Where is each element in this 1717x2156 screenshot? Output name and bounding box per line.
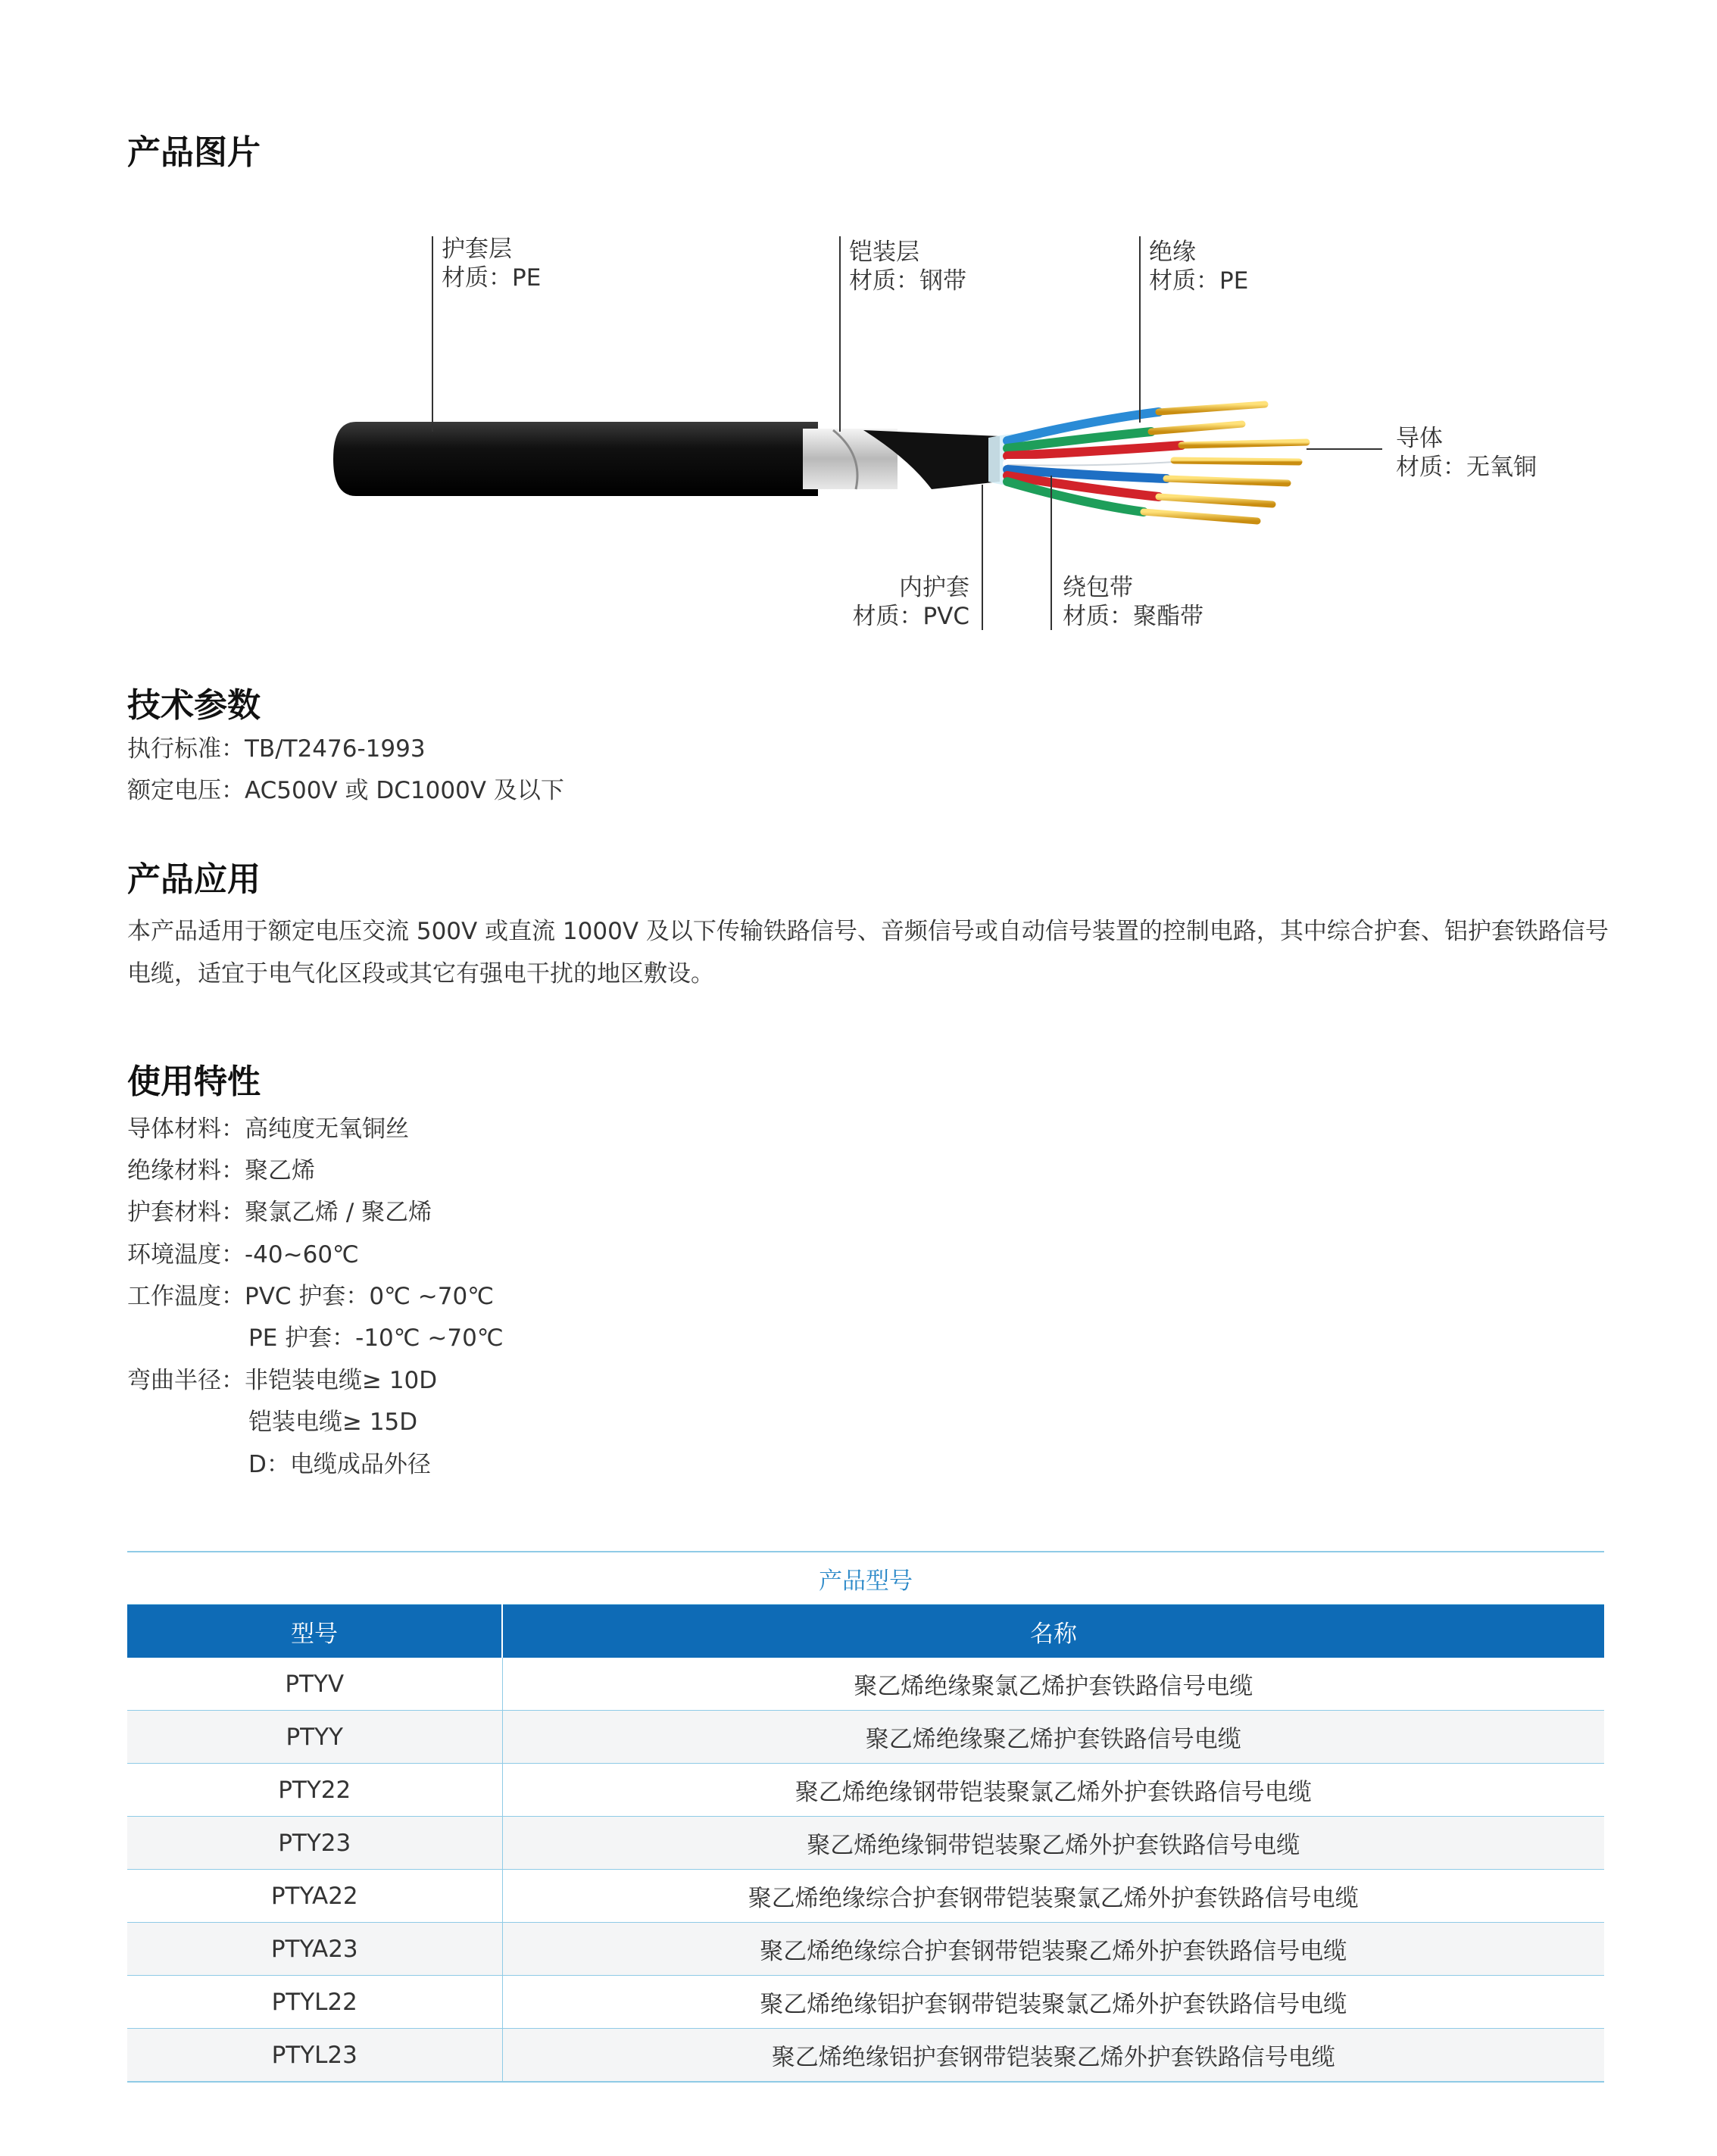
callout-inner-sheath-material: 材质：PVC — [852, 603, 969, 630]
usage-sheath: 护套材料：聚氯乙烯 / 聚乙烯 — [127, 1199, 432, 1226]
callout-jacket-material: 材质：PE — [442, 264, 542, 292]
section-title-usage: 使用特性 — [127, 1062, 261, 1101]
insulated-cores — [1007, 412, 1182, 512]
callout-armor-name: 铠装层 — [849, 239, 919, 266]
table-row — [127, 1870, 1604, 1923]
section-title-application: 产品应用 — [127, 860, 261, 899]
cell-name: 聚乙烯绝缘铝护套钢带铠装聚氯乙烯外护套铁路信号电缆 — [502, 1976, 1604, 2029]
header-model: 型号 — [127, 1605, 502, 1658]
cell-name: 聚乙烯绝缘综合护套钢带铠装聚乙烯外护套铁路信号电缆 — [502, 1923, 1604, 1976]
cell-model: PTYV — [127, 1658, 502, 1711]
callout-insulation-name: 绝缘 — [1149, 239, 1196, 266]
cell-name: 聚乙烯绝缘铜带铠装聚乙烯外护套铁路信号电缆 — [502, 1817, 1604, 1870]
usage-bend-3: D：电缆成品外径 — [248, 1451, 431, 1478]
application-text: 本产品适用于额定电压交流 500V 或直流 1000V 及以下传输铁路信号、音频信号或自动信号装置的控制电路，其中综合护套、铝护套铁路信号电缆，适宜于电气化区段或其它有强电干扰的地区敷设。 — [127, 918, 1609, 988]
model-table — [127, 1551, 1604, 2083]
cable-illustration — [333, 379, 1341, 553]
leader-line-inner-sheath — [982, 485, 983, 630]
cell-model: PTYY — [127, 1711, 502, 1764]
callout-armor-material: 材质：钢带 — [849, 267, 966, 295]
callout-wrap-tape-material: 材质：聚酯带 — [1063, 603, 1203, 630]
table-row — [127, 1923, 1604, 1976]
leader-line-wrap-tape — [1050, 476, 1052, 630]
cell-name: 聚乙烯绝缘钢带铠装聚氯乙烯外护套铁路信号电缆 — [502, 1764, 1604, 1817]
usage-work-temp-1: 工作温度：PVC 护套：0℃ ~70℃ — [127, 1283, 495, 1310]
callout-conductor — [1396, 424, 1537, 482]
usage-work-temp-2: PE 护套：-10℃ ~70℃ — [248, 1324, 504, 1352]
table-row — [127, 1817, 1604, 1870]
callout-jacket — [442, 235, 541, 292]
callout-insulation-material: 材质：PE — [1149, 267, 1249, 295]
leader-line-insulation — [1139, 236, 1141, 423]
callout-wrap-tape-name: 绕包带 — [1063, 574, 1133, 601]
outer-jacket — [333, 422, 818, 496]
callout-conductor-name: 导体 — [1396, 425, 1443, 452]
usage-env-temp: 环境温度：-40~60℃ — [127, 1241, 359, 1268]
tech-voltage: 额定电压：AC500V 或 DC1000V 及以下 — [127, 777, 564, 804]
usage-bend-2: 铠装电缆≥ 15D — [248, 1409, 418, 1436]
leader-line-conductor — [1306, 448, 1382, 450]
cell-name: 聚乙烯绝缘聚氯乙烯护套铁路信号电缆 — [502, 1658, 1604, 1711]
table-caption: 产品型号 — [127, 1552, 1604, 1605]
table-row — [127, 1764, 1604, 1817]
section-title-picture: 产品图片 — [127, 133, 261, 172]
callout-inner-sheath-name: 内护套 — [899, 574, 969, 601]
callout-conductor-material: 材质：无氧铜 — [1396, 454, 1537, 481]
callout-jacket-name: 护套层 — [442, 236, 512, 263]
usage-insulation: 绝缘材料：聚乙烯 — [127, 1157, 315, 1184]
header-name: 名称 — [502, 1605, 1604, 1658]
cell-name: 聚乙烯绝缘铝护套钢带铠装聚乙烯外护套铁路信号电缆 — [502, 2029, 1604, 2083]
callout-armor — [849, 238, 966, 295]
cell-name: 聚乙烯绝缘聚乙烯护套铁路信号电缆 — [502, 1711, 1604, 1764]
cell-model: PTYL22 — [127, 1976, 502, 2029]
section-title-tech: 技术参数 — [127, 686, 261, 725]
cell-model: PTYA22 — [127, 1870, 502, 1923]
cell-model: PTYL23 — [127, 2029, 502, 2083]
leader-line-armor — [839, 236, 841, 432]
table-row — [127, 1658, 1604, 1711]
cell-model: PTY22 — [127, 1764, 502, 1817]
callout-insulation — [1149, 238, 1248, 295]
leader-line-jacket — [432, 236, 433, 432]
usage-conductor: 导体材料：高纯度无氧铜丝 — [127, 1115, 409, 1143]
callout-wrap-tape — [1063, 573, 1203, 631]
tech-standard: 执行标准：TB/T2476-1993 — [127, 735, 426, 763]
cell-model: PTY23 — [127, 1817, 502, 1870]
cell-name: 聚乙烯绝缘综合护套钢带铠装聚氯乙烯外护套铁路信号电缆 — [502, 1870, 1604, 1923]
table-row — [127, 1976, 1604, 2029]
table-row — [127, 2029, 1604, 2083]
cell-model: PTYA23 — [127, 1923, 502, 1976]
usage-bend-1: 弯曲半径：非铠装电缆≥ 10D — [127, 1367, 438, 1394]
table-row — [127, 1711, 1604, 1764]
callout-inner-sheath — [803, 573, 969, 631]
